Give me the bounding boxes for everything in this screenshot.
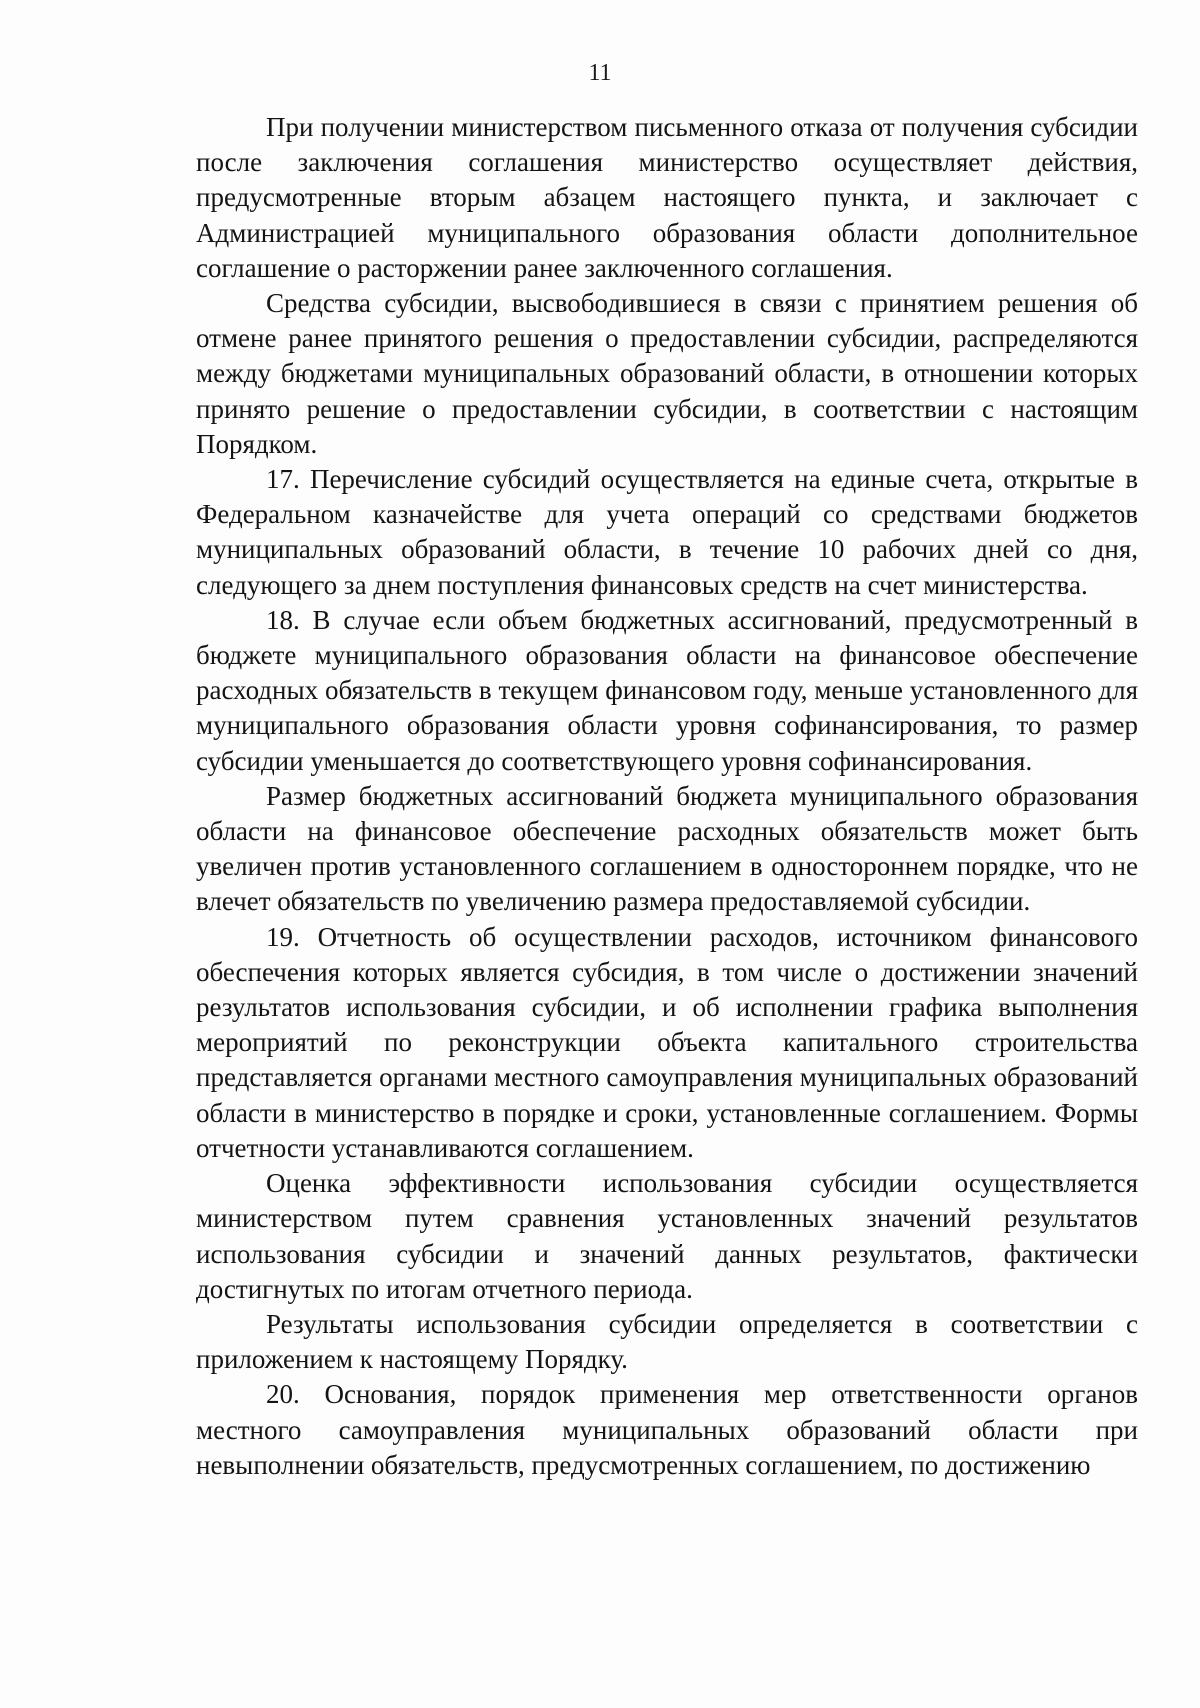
- paragraph: Средства субсидии, высвободившиеся в связи с принятием решения об отмене ранее принятого решения о предоставлении субсидии, распределяются между бюджетами муниципальных образований области, в отношении которых принято решение о предоставлении субсидии, в соответствии с настоящим Порядком.: [196, 288, 1138, 459]
- paragraph: 20. Основания, порядок применения мер ответственности органов местного самоуправления муниципальных образований области при невыполнении обязательств, предусмотренных соглашением, по достижению: [196, 1379, 1138, 1480]
- document-body: [196, 110, 1138, 1483]
- paragraph: 17. Перечисление субсидий осуществляется на единые счета, открытые в Федеральном казначействе для учета операций со средствами бюджетов муниципальных образований области, в течение 10 рабочих дней со дня, следующего за днем поступления финансовых средств на счет министерства.: [196, 464, 1138, 600]
- paragraph: Результаты использования субсидии определяется в соответствии с приложением к настоящему Порядку.: [196, 1308, 1138, 1375]
- paragraph: Размер бюджетных ассигнований бюджета муниципального образования области на финансовое обеспечение расходных обязательств может быть увеличен против установленного соглашением в одностороннем порядке, что не влечет обязательств по увеличению размера предоставляемой субсидии.: [196, 780, 1138, 917]
- paragraph: Оценка эффективности использования субсидии осуществляется министерством путем сравнения установленных значений результатов использования субсидии и значений данных результатов, фактически достигнутых по итогам отчетного периода.: [196, 1168, 1138, 1304]
- paragraph: 19. Отчетность об осуществлении расходов, источником финансового обеспечения которых является субсидия, в том числе о достижении значений результатов использования субсидии, и об исполнении графика выполнения мероприятий по реконструкции объекта капитального строительства представляется органами местного самоуправления муниципальных образований области в министерство в порядке и сроки, установленные соглашением. Формы отчетности устанавливаются соглашением.: [196, 921, 1138, 1163]
- page-number: 11: [588, 60, 612, 86]
- paragraph: 18. В случае если объем бюджетных ассигнований, предусмотренный в бюджете муниципального образования области на финансовое обеспечение расходных обязательств в текущем финансовом году, меньше установленного для муниципального образования области уровня софинансирования, то размер субсидии уменьшается до соответствующего уровня софинансирования.: [196, 604, 1138, 776]
- paragraph: При получении министерством письменного отказа от получения субсидии после заключения соглашения министерство осуществляет действия, предусмотренные вторым абзацем настоящего пункта, и заключает с Администрацией муниципального образования области дополнительное соглашение о расторжении ранее заключенного соглашения.: [196, 112, 1138, 283]
